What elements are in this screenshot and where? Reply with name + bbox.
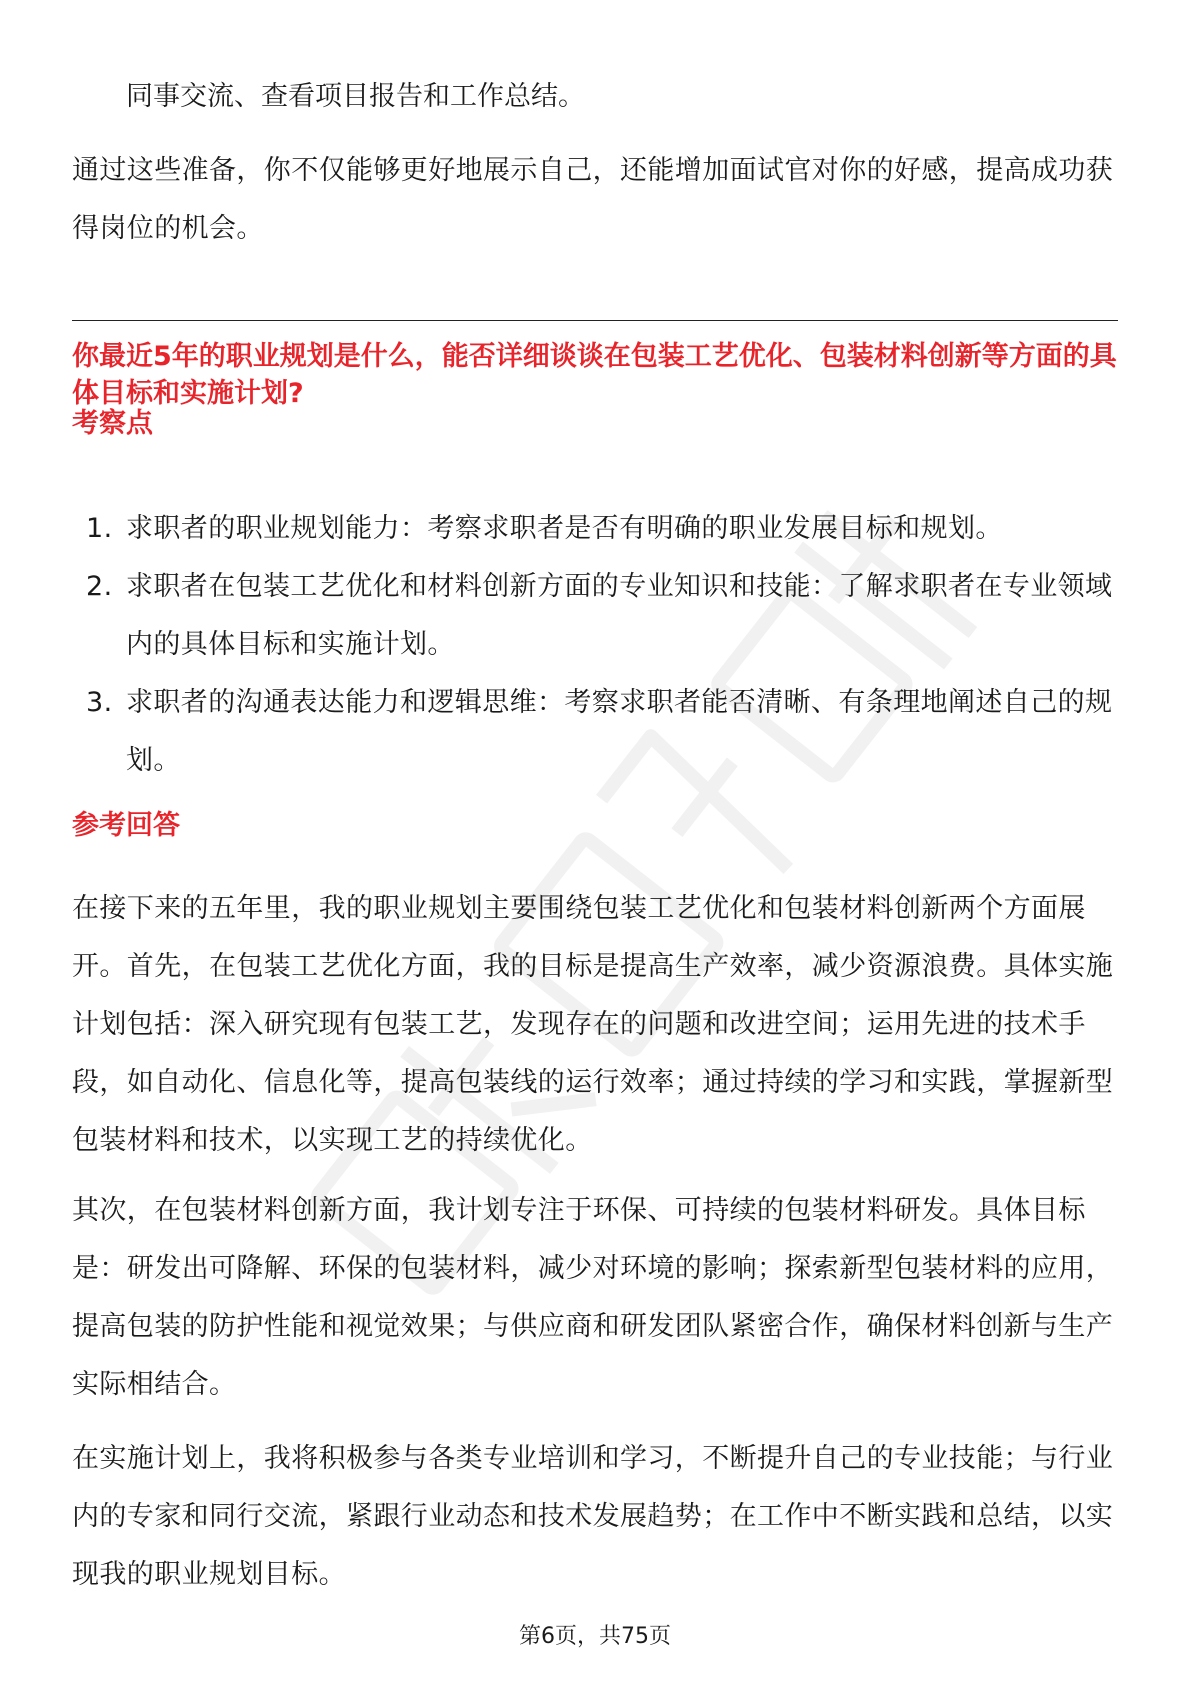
- answer-heading: 参考回答: [72, 810, 180, 841]
- list-item: [72, 674, 1118, 790]
- list-item: [72, 500, 1118, 558]
- list-number: 3.: [86, 687, 113, 718]
- answer-paragraph: 其次，在包装材料创新方面，我计划专注于环保、可持续的包装材料研发。具体目标是：研发出可降解、环保的包装材料，减少对环境的影响；探索新型包装材料的应用，提高包装的防护性能和视觉效果；与供应商和研发团队紧密合作，确保材料创新与生产实际相结合。: [72, 1195, 1114, 1400]
- list-item-text: 求职者在包装工艺优化和材料创新方面的专业知识和技能：了解求职者在专业领域内的具体目标和实施计划。: [126, 571, 1113, 660]
- list-item-text: 求职者的沟通表达能力和逻辑思维：考察求职者能否清晰、有条理地阐述自己的规划。: [126, 687, 1113, 776]
- focus-heading: 考察点: [72, 408, 153, 439]
- focus-points-list: [72, 500, 1118, 790]
- list-number: 2.: [86, 571, 113, 602]
- answer-paragraph: 在实施计划上，我将积极参与各类专业培训和学习，不断提升自己的专业技能；与行业内的专家和同行交流，紧跟行业动态和技术发展趋势；在工作中不断实践和总结，以实现我的职业规划目标。: [72, 1443, 1114, 1590]
- list-item: [72, 558, 1118, 674]
- question-title: 你最近5年的职业规划是什么，能否详细谈谈在包装工艺优化、包装材料创新等方面的具体目标和实施计划?: [72, 341, 1117, 409]
- intro-paragraph: 通过这些准备，你不仅能够更好地展示自己，还能增加面试官对你的好感，提高成功获得岗位的机会。: [72, 155, 1114, 244]
- list-item-text: 求职者的职业规划能力：考察求职者是否有明确的职业发展目标和规划。: [126, 513, 1003, 544]
- answer-paragraph: 在接下来的五年里，我的职业规划主要围绕包装工艺优化和包装材料创新两个方面展开。首先，在包装工艺优化方面，我的目标是提高生产效率，减少资源浪费。具体实施计划包括：深入研究现有包装工艺，发现存在的问题和改进空间；运用先进的技术手段，如自动化、信息化等，提高包装线的运行效率；通过持续的学习和实践，掌握新型包装材料和技术，以实现工艺的持续优化。: [72, 893, 1114, 1156]
- continuation-line: 同事交流、查看项目报告和工作总结。: [126, 81, 585, 112]
- section-divider: [72, 320, 1118, 321]
- list-number: 1.: [86, 513, 113, 544]
- page-number: 第6页，共75页: [519, 1624, 671, 1649]
